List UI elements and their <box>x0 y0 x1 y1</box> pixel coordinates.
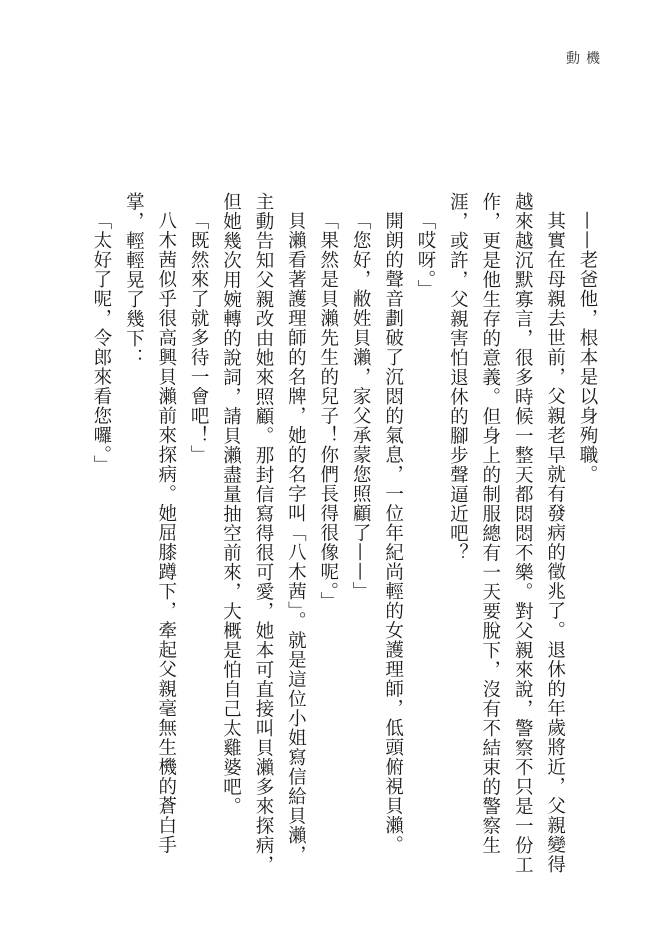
paragraph: ——老爸他，根本是以身殉職。 <box>577 210 598 484</box>
paragraph: 「哎呀。」 <box>414 210 436 299</box>
paragraph: 「果然是貝瀨先生的兒子！你們長得很像呢。」 <box>317 210 339 611</box>
paragraph: 「您好，敝姓貝瀨，家父承蒙您照顧了——」 <box>350 210 372 601</box>
vertical-body-text <box>83 192 603 882</box>
paragraph: 「既然來了就多待一會吧！」 <box>188 210 210 464</box>
paragraph: 「太好了呢，令郎來看您囉。」 <box>90 210 112 475</box>
paragraph: 其實在母親去世前，父親老早就有發病的徵兆了。退休的年歲將近，父親變得越來越沉默寡言，很多時候一整天都悶悶不樂。對父親來說，警察不只是一份工作，更是他生存的意義。但身上的制服總有一天要脫下，沒有不結束的警察生涯，或許，父親害怕退休的腳步聲逼近吧？ <box>447 192 566 875</box>
paragraph: 開朗的聲音劃破了沉悶的氣息，一位年紀尚輕的女護理師，低頭俯視貝瀨。 <box>382 210 404 854</box>
running-header: 動機 <box>566 51 606 67</box>
paragraph: 八木茜似乎很高興貝瀨前來探病。她屈膝蹲下，牽起父親毫無生機的蒼白手掌，輕輕晃了幾下： <box>123 192 177 854</box>
paragraph: 貝瀨看著護理師的名牌，她的名字叫「八木茜」。就是這位小姐寫信給貝瀨，主動告知父親改由她來照顧。那封信寫得很可愛，她本可直接叫貝瀨多來探病，但她幾次用婉轉的說詞，請貝瀨盡量抽空前來，大概是怕自己太雞婆吧。 <box>220 192 307 875</box>
